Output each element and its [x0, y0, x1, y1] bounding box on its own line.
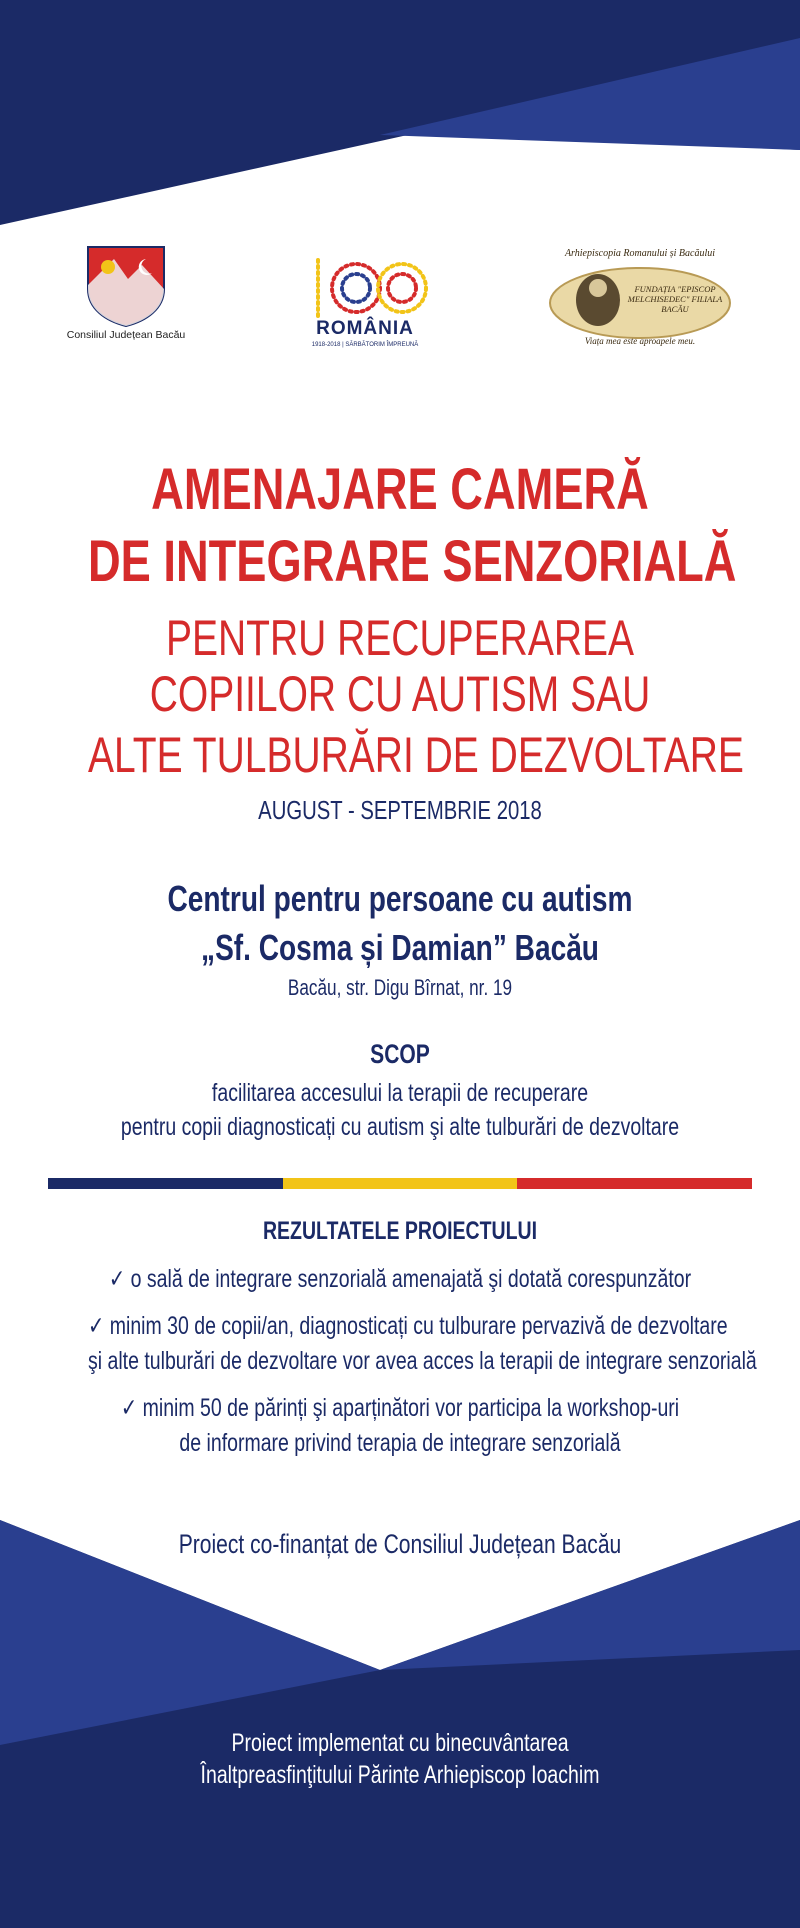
foundation-logo — [540, 248, 740, 348]
centenary-tagline: 1918-2018 | SĂRBĂTORIM ÎMPREUNĂ — [311, 342, 419, 348]
result-item-3-line-1: ✓ minim 50 de părinți şi aparținători vor participa la workshop-uri — [120, 1394, 680, 1422]
center-name-line-1: Centrul pentru persoane cu autism — [167, 878, 633, 919]
result-item-2-line-2: şi alte tulburări de dezvoltare vor avea acces la terapii de integrare senzorială — [88, 1347, 757, 1375]
title-line-2: DE INTEGRARE SENZORIALĂ — [88, 529, 737, 594]
divider-yellow — [283, 1178, 518, 1189]
result-item-3-line-2: de informare privind terapia de integrare senzorială — [179, 1429, 621, 1457]
cofinancing-note: Proiect co-finanțat de Consiliul Județean Bacău — [178, 1529, 622, 1559]
project-period: AUGUST - SEPTEMBRIE 2018 — [258, 795, 542, 825]
results-heading: REZULTATELE PROIECTULUI — [262, 1217, 538, 1245]
bottom-banner-shape — [0, 1510, 800, 1928]
subtitle-line-3: ALTE TULBURĂRI DE DEZVOLTARE — [88, 727, 744, 783]
result-item-2-line-1: ✓ minim 30 de copii/an, diagnosticați cu tulburare pervazivă de dezvoltare — [88, 1312, 728, 1340]
centenary-word: ROMÂNIA — [316, 318, 414, 339]
foundation-seal-motto: Viața mea este aproapele meu. — [584, 336, 696, 346]
foundation-seal-name: FUNDAȚIA "EPISCOP MELCHISEDEC" FILIALA BACĂU — [627, 284, 723, 314]
scop-heading: SCOP — [370, 1039, 430, 1069]
tricolor-divider — [48, 1178, 752, 1189]
subtitle-line-1: PENTRU RECUPERAREA — [165, 610, 635, 666]
county-council-caption: Consiliul Județean Bacău — [66, 329, 186, 341]
center-address: Bacău, str. Digu Bîrnat, nr. 19 — [287, 975, 513, 1000]
romania-centenary-logo — [300, 252, 430, 352]
scop-line-2: pentru copii diagnosticați cu autism şi alte tulburări de dezvoltare — [120, 1113, 680, 1141]
centenary-100-icon — [304, 252, 428, 324]
top-banner-shape — [0, 0, 800, 230]
divider-blue — [48, 1178, 283, 1189]
divider-red — [517, 1178, 752, 1189]
subtitle-line-2: COPIILOR CU AUTISM SAU — [149, 666, 651, 722]
foundation-seal-top: Arhiepiscopia Romanului și Bacăului — [564, 248, 716, 259]
scop-line-1: facilitarea accesului la terapii de recuperare — [211, 1079, 589, 1107]
title-line-1: AMENAJARE CAMERĂ — [151, 457, 649, 522]
county-crest-icon — [84, 245, 168, 327]
implementation-line-2: Înaltpreasfinţitului Părinte Arhiepiscop Ioachim — [200, 1761, 600, 1789]
county-council-logo — [66, 245, 186, 345]
implementation-line-1: Proiect implementat cu binecuvântarea — [231, 1729, 569, 1757]
center-name-line-2: „Sf. Cosma și Damian” Bacău — [201, 927, 599, 968]
result-item-1: ✓ o sală de integrare senzorială amenajată şi dotată corespunzător — [108, 1265, 692, 1293]
